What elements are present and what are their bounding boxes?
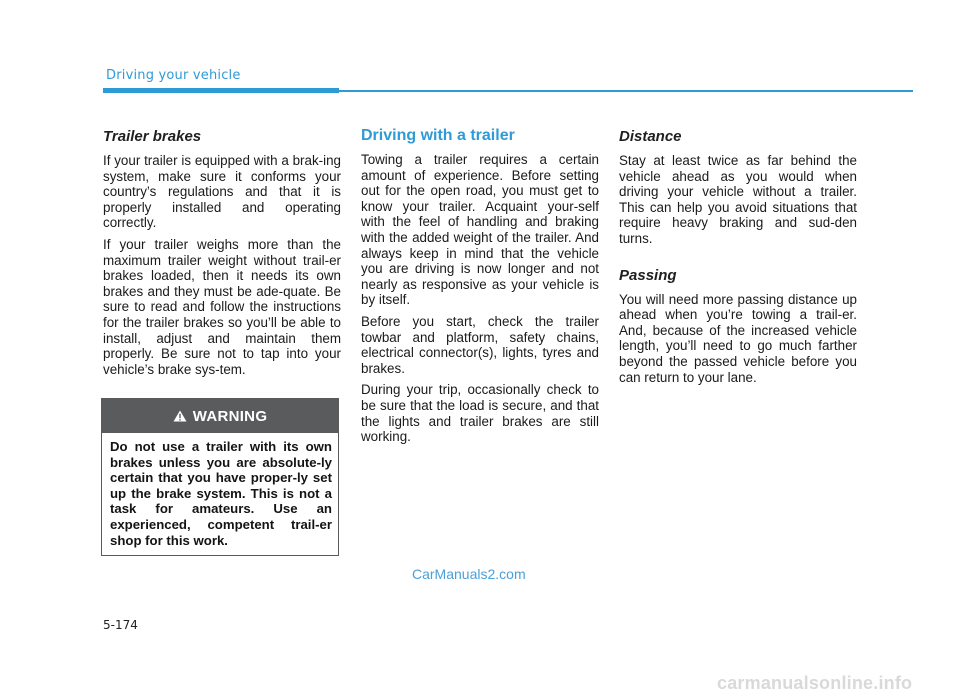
column-right <box>619 126 857 391</box>
distance-heading: Distance <box>619 128 682 145</box>
warning-title: WARNING <box>192 407 268 425</box>
warning-triangle-icon <box>173 410 187 422</box>
passing-heading: Passing <box>619 266 677 284</box>
trailer-brakes-paragraph-2: If your trailer weighs more than the maximum trailer weight without trail-er brakes loaded, then it needs its own brakes and they must be ade-quate. Be sure to read and follow the instructions for the trailer brakes so you’ll be able to install, adjust and maintain them properly. Be sure not to tap into your vehicle’s brake sys-tem. <box>103 236 341 377</box>
driving-with-trailer-heading: Driving with a trailer <box>361 127 515 144</box>
warning-header <box>102 399 338 433</box>
passing-paragraph: You will need more passing distance up ahead when you’re towing a trail-er. And, because of the increased vehicle length, you’ll need to go much farther beyond the passed vehicle before you can return to your lane. <box>619 291 857 385</box>
driving-with-trailer-paragraph-2: Before you start, check the trailer towbar and platform, safety chains, electrical connector(s), lights, tyres and brakes. <box>361 313 599 376</box>
distance-paragraph: Stay at least twice as far behind the vehicle ahead as you would when driving your vehicle without a trailer. This can help you avoid situations that require heavy braking and sud-den turns. <box>619 153 857 246</box>
page-number: 5-174 <box>103 618 138 632</box>
watermark-link[interactable]: CarManuals2.com <box>412 566 526 582</box>
header-rule-thin <box>339 90 913 92</box>
header-rule-thick <box>103 88 339 93</box>
driving-with-trailer-paragraph-3: During your trip, occasionally check to be sure that the load is secure, and that the lights and trailer brakes are still working. <box>361 382 599 445</box>
warning-text: Do not use a trailer with its own brakes unless you are absolute-ly certain that you have proper-ly set up the brake system. This is not a task for amateurs. Use an experienced, competent trail-er shop for this work. <box>110 439 332 548</box>
column-middle <box>361 126 599 451</box>
section-header-title: Driving your vehicle <box>106 68 241 83</box>
trailer-brakes-paragraph-1: If your trailer is equipped with a brak-ing system, make sure it conforms your country’s regulations and that it is properly installed and operating correctly. <box>103 153 341 231</box>
warning-box <box>101 398 339 556</box>
footer-watermark-url: carmanualsonline.info <box>717 673 913 693</box>
trailer-brakes-heading: Trailer brakes <box>103 128 202 145</box>
driving-with-trailer-paragraph-1: Towing a trailer requires a certain amount of experience. Before setting out for the open road, you must get to know your trailer. Acquaint your-self with the feel of handling and braking with the added weight of the trailer. And always keep in mind that the vehicle you are driving is now longer and not nearly as responsive as your vehicle is by itself. <box>361 152 599 308</box>
column-left <box>103 126 341 383</box>
